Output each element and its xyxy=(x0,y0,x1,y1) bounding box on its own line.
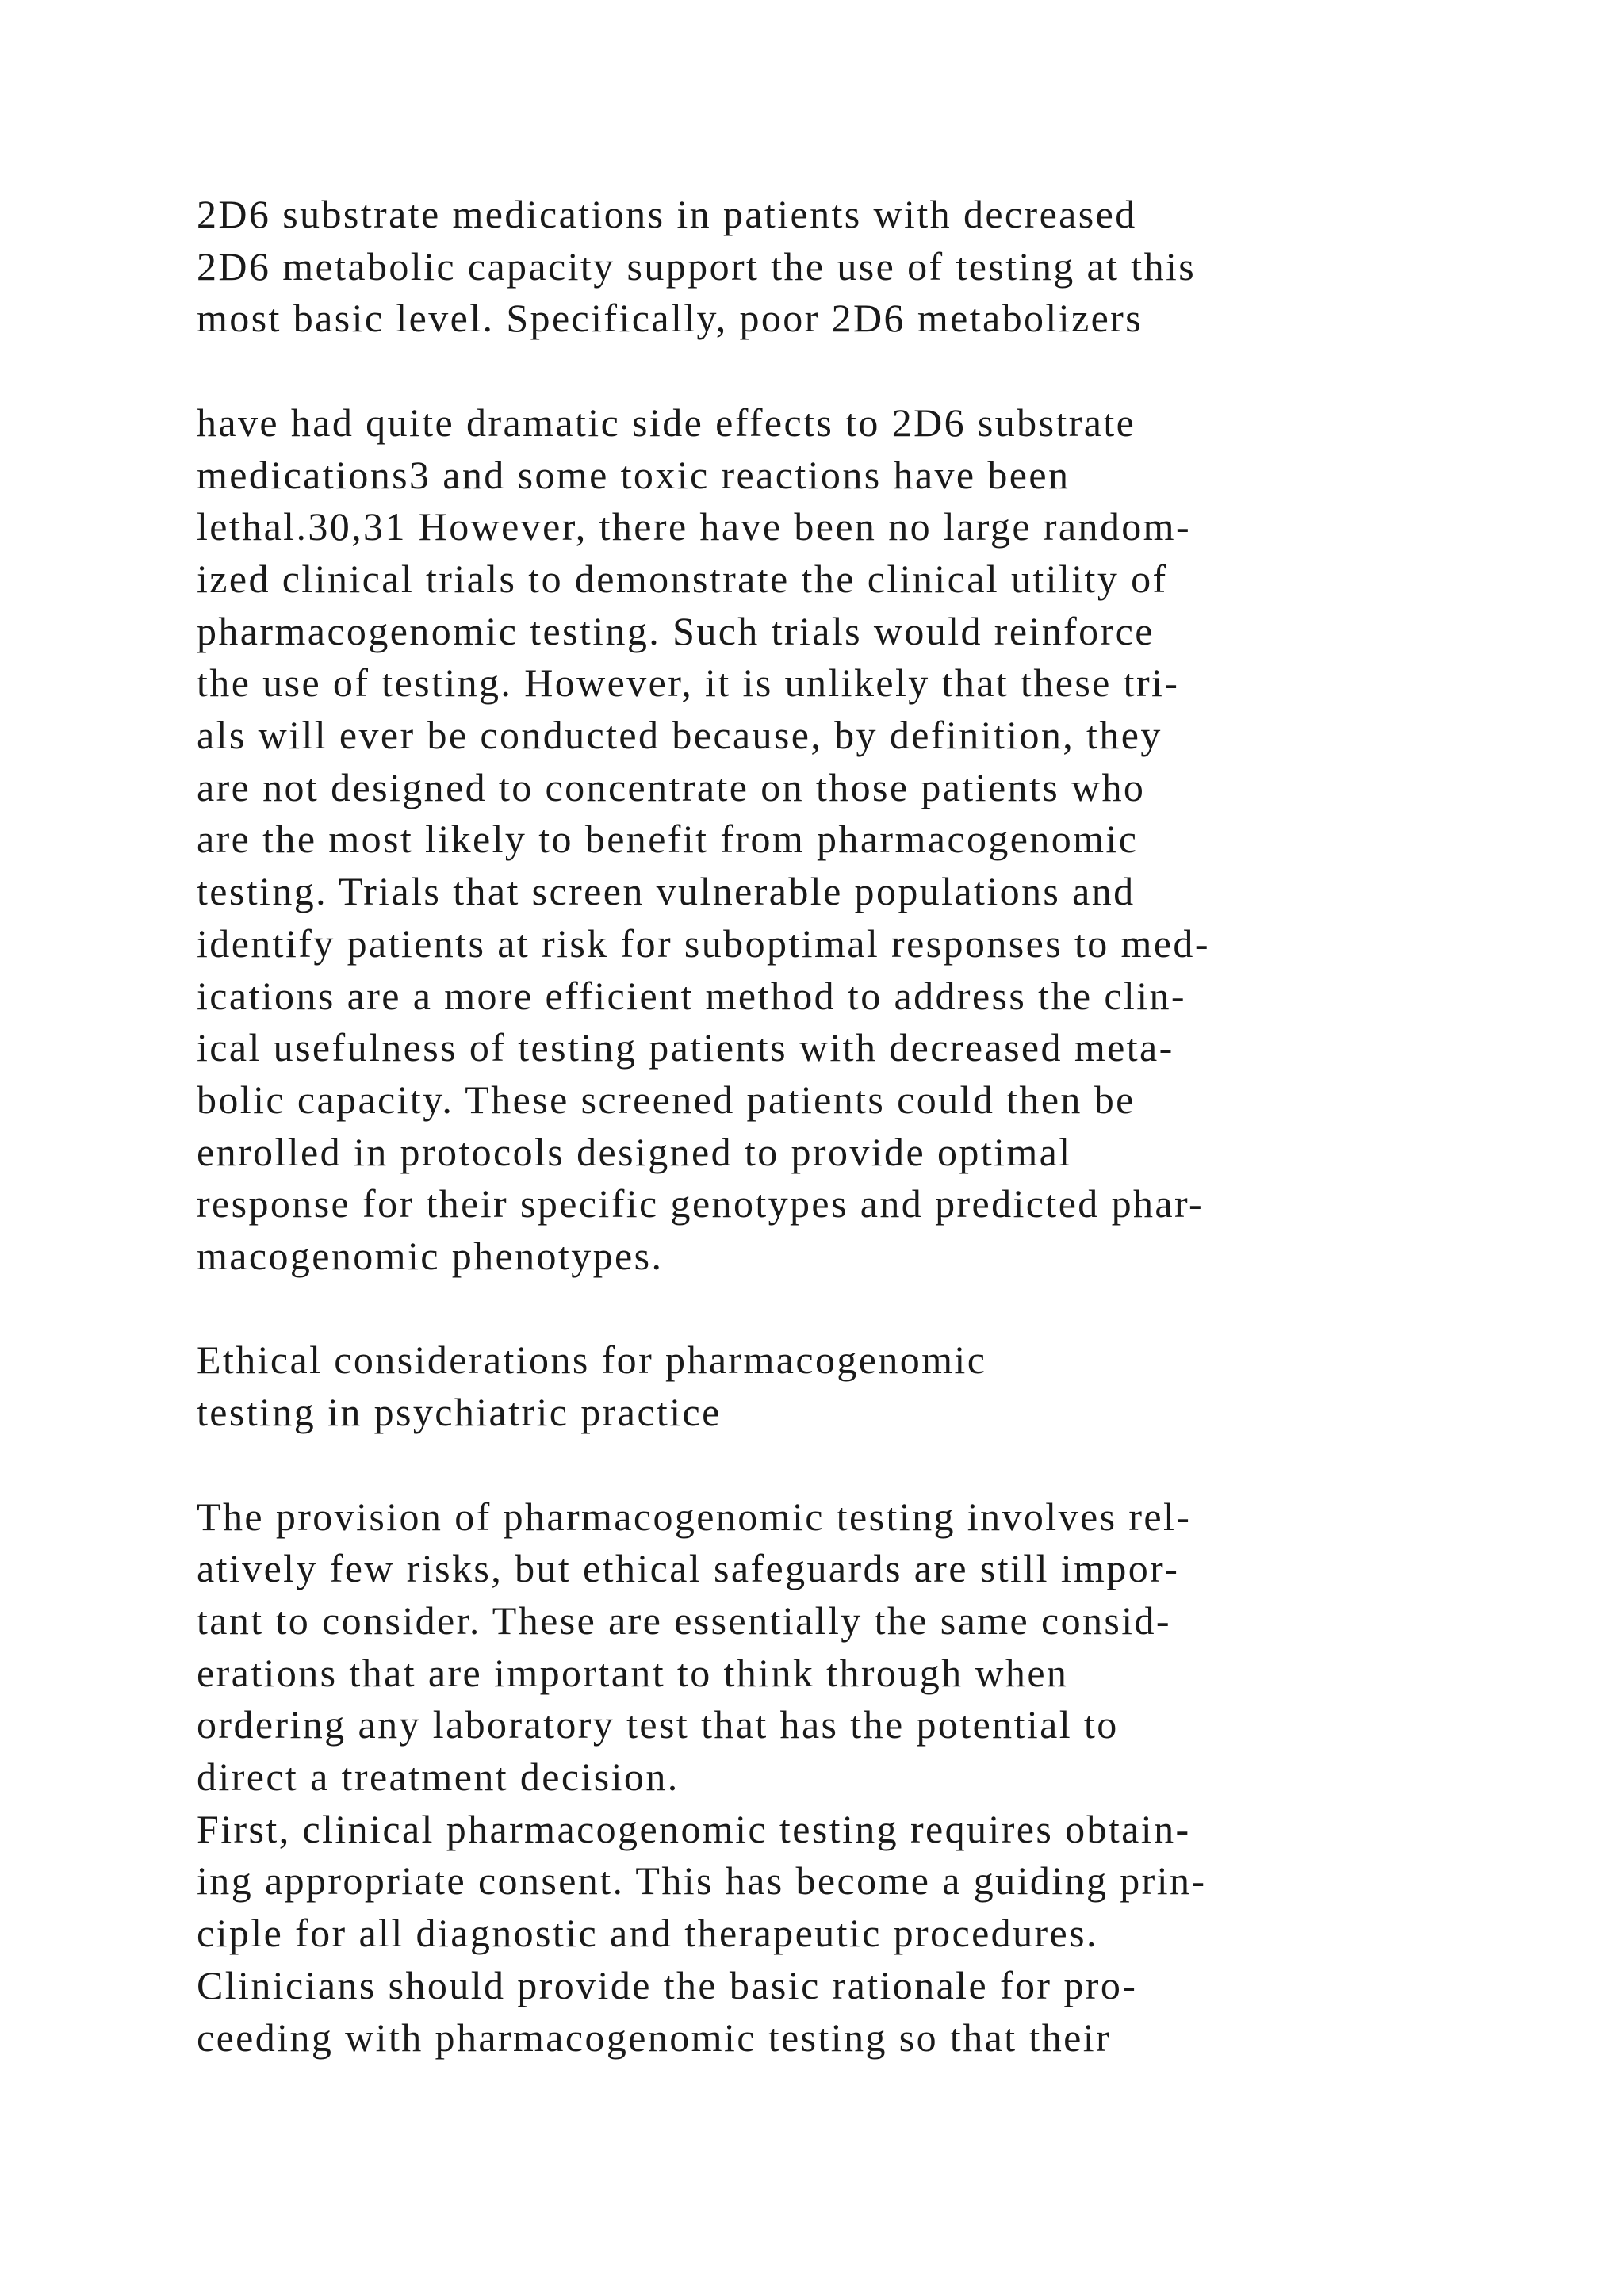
text-line: 2D6 substrate medications in patients with decreased xyxy=(197,192,1137,236)
text-line: atively few risks, but ethical safeguards are still impor- xyxy=(197,1546,1180,1591)
text-line: pharmacogenomic testing. Such trials would reinforce xyxy=(197,608,1155,653)
paragraph-1 xyxy=(197,189,1545,345)
text-line: the use of testing. However, it is unlikely that these tri- xyxy=(197,660,1180,706)
text-line: medications3 and some toxic reactions have been xyxy=(197,452,1071,497)
paragraph-3 xyxy=(197,1491,1545,1804)
text-line: ciple for all diagnostic and therapeutic procedures. xyxy=(197,1911,1098,1956)
text-line: erations that are important to think through when xyxy=(197,1650,1069,1695)
text-line: lethal.30,31 However, there have been no large random- xyxy=(197,504,1192,549)
text-line: Clinicians should provide the basic rationale for pro- xyxy=(197,1962,1138,2007)
heading-line: Ethical considerations for pharmacogenomic xyxy=(197,1337,987,1383)
text-line: testing. Trials that screen vulnerable populations and xyxy=(197,869,1136,914)
document-page xyxy=(197,189,1545,2116)
text-line: ical usefulness of testing patients with decreased meta- xyxy=(197,1025,1174,1070)
text-line: ing appropriate consent. This has become a guiding prin- xyxy=(197,1858,1207,1904)
text-line: tant to consider. These are essentially the same consid- xyxy=(197,1598,1171,1643)
text-line: direct a treatment decision. xyxy=(197,1755,680,1800)
text-line: are not designed to concentrate on those patients who xyxy=(197,764,1146,809)
text-line: have had quite dramatic side effects to 2D6 substrate xyxy=(197,400,1136,445)
text-line: bolic capacity. These screened patients could then be xyxy=(197,1077,1136,1122)
section-heading xyxy=(197,1334,1545,1438)
text-line: als will ever be conducted because, by definition, they xyxy=(197,713,1162,758)
text-line: most basic level. Specifically, poor 2D6 metabolizers xyxy=(197,296,1143,341)
text-line: 2D6 metabolic capacity support the use of testing at this xyxy=(197,243,1197,289)
paragraph-2 xyxy=(197,397,1545,1283)
text-line: identify patients at risk for suboptimal responses to med- xyxy=(197,920,1210,966)
text-line: are the most likely to benefit from pharmacogenomic xyxy=(197,817,1139,862)
text-line: The provision of pharmacogenomic testing involves rel- xyxy=(197,1494,1192,1539)
text-line: ceeding with pharmacogenomic testing so that their xyxy=(197,2015,1112,2060)
text-line: ications are a more efficient method to address the clin- xyxy=(197,973,1186,1018)
paragraph-4 xyxy=(197,1804,1545,2064)
heading-line: testing in psychiatric practice xyxy=(197,1390,722,1435)
text-line: macogenomic phenotypes. xyxy=(197,1234,664,1279)
text-line: enrolled in protocols designed to provide optimal xyxy=(197,1129,1072,1174)
text-line: ized clinical trials to demonstrate the clinical utility of xyxy=(197,556,1168,601)
text-line: First, clinical pharmacogenomic testing requires obtain- xyxy=(197,1806,1191,1851)
text-line: response for their specific genotypes and predicted phar- xyxy=(197,1181,1205,1226)
text-line: ordering any laboratory test that has the potential to xyxy=(197,1702,1119,1747)
